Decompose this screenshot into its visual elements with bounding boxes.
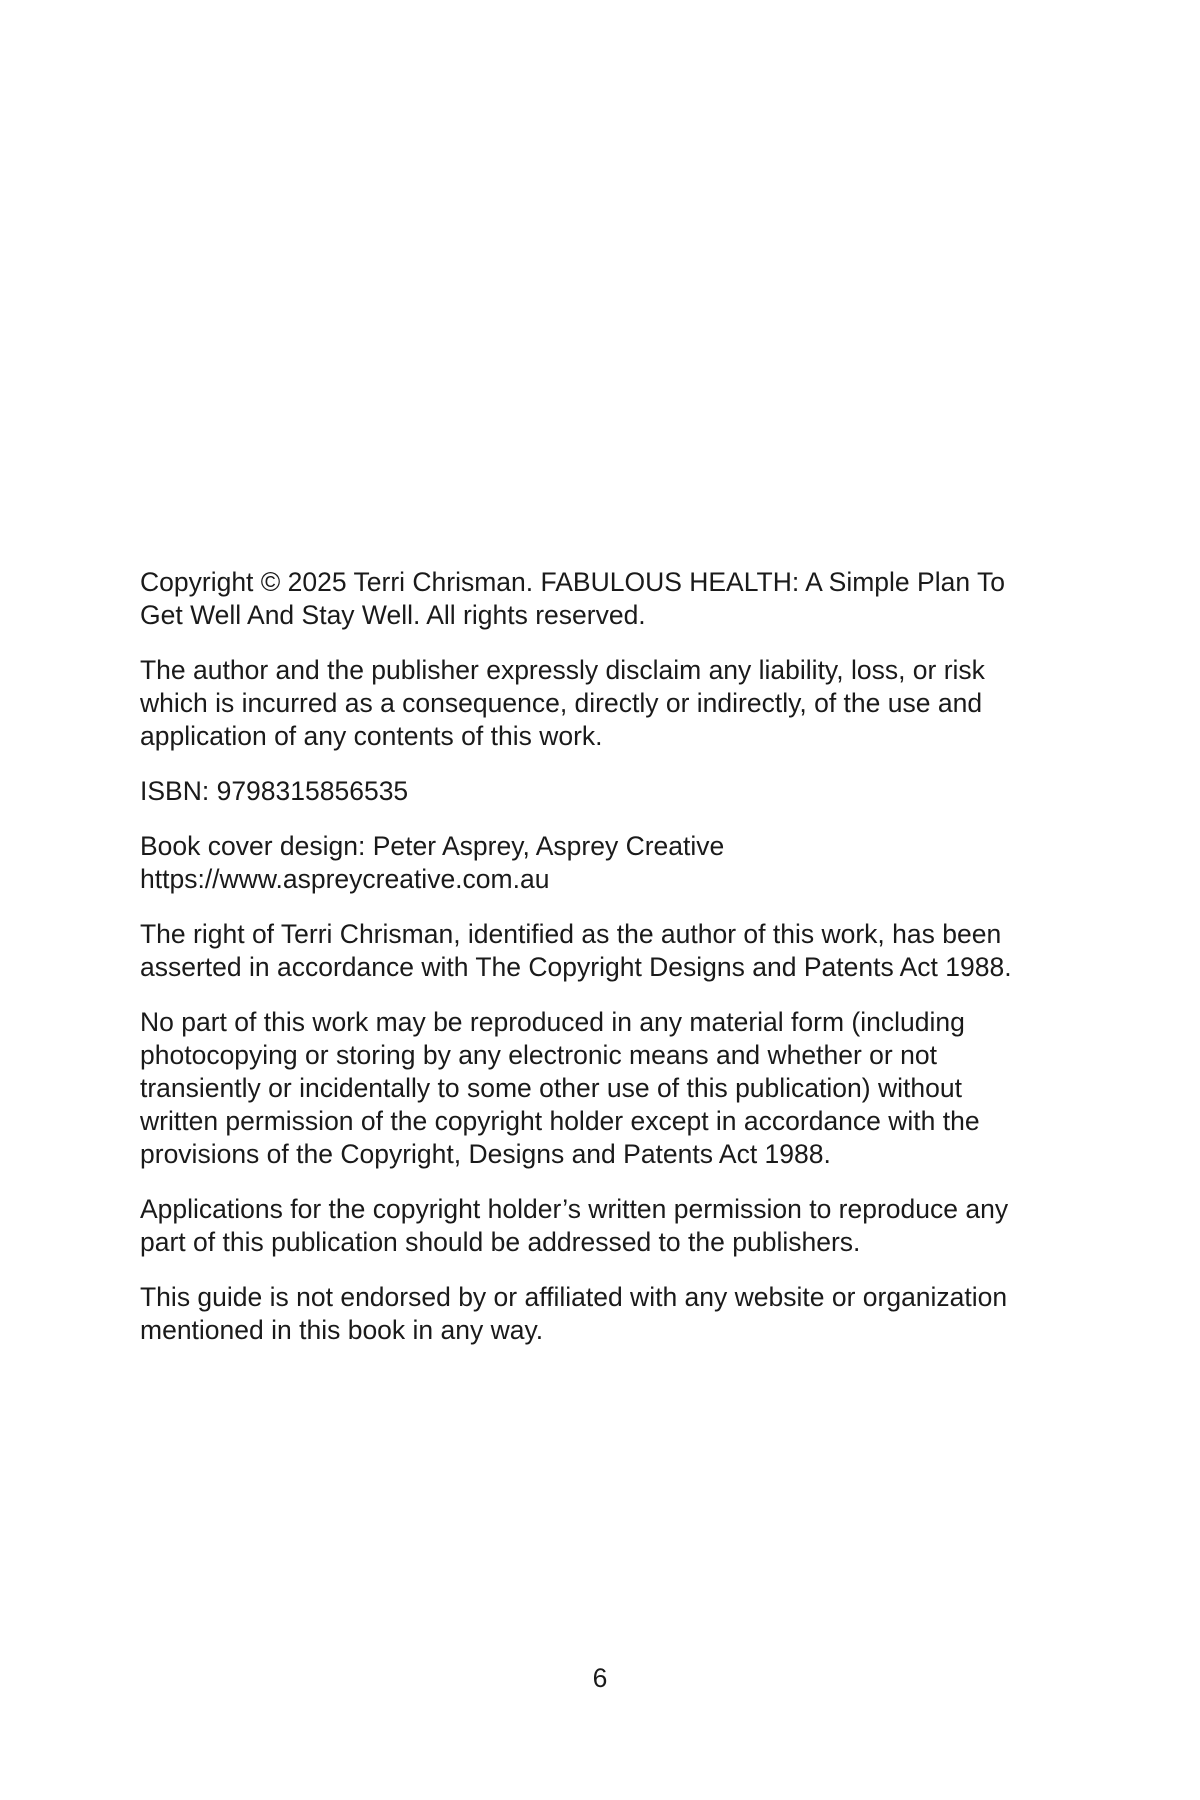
text-line: part of this publication should be addressed to the publishers. [140, 1227, 861, 1257]
isbn [140, 775, 1070, 808]
text-line: The author and the publisher expressly disclaim any liability, loss, or risk [140, 655, 985, 685]
reproduction-notice [140, 1006, 1070, 1171]
text-line: Get Well And Stay Well. All rights reserved. [140, 600, 646, 630]
text-line: mentioned in this book in any way. [140, 1315, 544, 1345]
author-rights-statement [140, 918, 1070, 984]
text-line: written permission of the copyright holder except in accordance with the [140, 1106, 980, 1136]
text-line: provisions of the Copyright, Designs and Patents Act 1988. [140, 1139, 831, 1169]
text-line: application of any contents of this work. [140, 721, 603, 751]
text-line: Book cover design: Peter Asprey, Asprey Creative [140, 831, 725, 861]
copyright-statement [140, 566, 1070, 632]
permission-applications [140, 1193, 1070, 1259]
page-number: 6 [592, 1663, 608, 1693]
text-line: Copyright © 2025 Terri Chrisman. FABULOUS HEALTH: A Simple Plan To [140, 567, 1005, 597]
liability-disclaimer [140, 654, 1070, 753]
text-line: https://www.aspreycreative.com.au [140, 864, 550, 894]
cover-design-credit [140, 830, 1070, 896]
text-line: Applications for the copyright holder’s written permission to reproduce any [140, 1194, 1009, 1224]
text-line: transiently or incidentally to some other use of this publication) without [140, 1073, 962, 1103]
text-line: This guide is not endorsed by or affiliated with any website or organization [140, 1282, 1008, 1312]
endorsement-disclaimer [140, 1281, 1070, 1347]
text-line: The right of Terri Chrisman, identified as the author of this work, has been [140, 919, 1002, 949]
text-line: photocopying or storing by any electronic means and whether or not [140, 1040, 937, 1070]
text-line: No part of this work may be reproduced in any material form (including [140, 1007, 965, 1037]
copyright-notice [140, 566, 1070, 1369]
text-line: which is incurred as a consequence, directly or indirectly, of the use and [140, 688, 983, 718]
text-line: asserted in accordance with The Copyright Designs and Patents Act 1988. [140, 952, 1012, 982]
text-line: ISBN: 9798315856535 [140, 776, 409, 806]
